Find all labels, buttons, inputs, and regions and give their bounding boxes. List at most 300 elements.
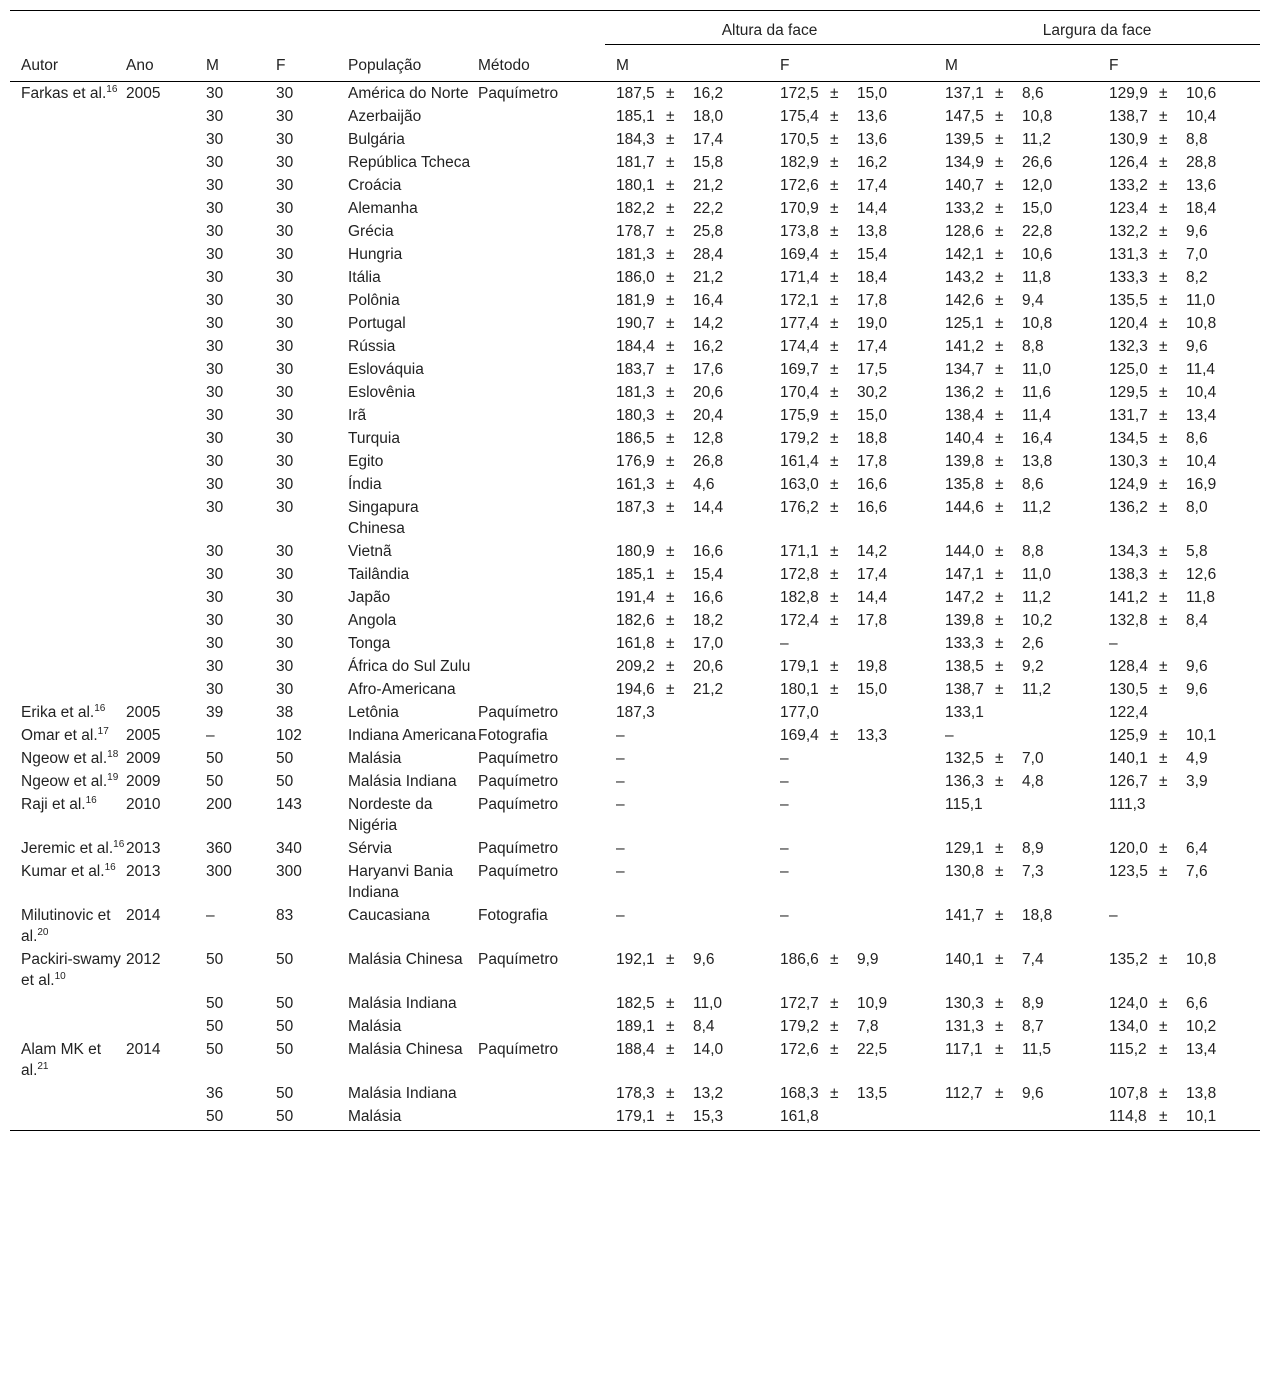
cell-height-f-mean-text: –: [780, 840, 789, 857]
table-row: [10, 655, 1260, 678]
cell-height-m-sd: 17,4: [693, 131, 724, 148]
cell-m-text: 200: [206, 796, 232, 813]
cell-f-text: 30: [276, 85, 294, 102]
cell-width-f-sd: 8,2: [1186, 269, 1208, 286]
plus-minus-symbol: ±: [666, 131, 675, 148]
plus-minus-symbol: ±: [666, 1085, 675, 1102]
table-row: [10, 312, 1260, 335]
cell-ano: [126, 948, 206, 992]
cell-height-m-mean: [605, 151, 663, 174]
cell-metodo: [478, 540, 605, 563]
cell-height-f-sd: 15,0: [857, 85, 888, 102]
cell-autor: [10, 197, 126, 220]
cell-height-m-mean: [605, 678, 663, 701]
cell-populacao: [348, 678, 478, 701]
cell-ano: [126, 632, 206, 655]
cell-height-m-sd: [691, 747, 769, 770]
cell-m: [206, 724, 276, 747]
cell-autor: [10, 496, 126, 540]
cell-width-f-mean-text: 138,7: [1109, 108, 1148, 125]
cell-ano: [126, 358, 206, 381]
cell-height-f-mean-text: 172,6: [780, 177, 819, 194]
plus-minus-symbol: ±: [1159, 338, 1168, 355]
cell-metodo-text: Paquímetro: [478, 796, 559, 813]
cell-f-text: 50: [276, 1041, 294, 1058]
cell-populacao-text: Angola: [348, 612, 397, 629]
cell-populacao-text: Polônia: [348, 292, 400, 309]
cell-f: [276, 540, 348, 563]
cell-f: [276, 793, 348, 837]
cell-height-f-mean-text: 177,4: [780, 315, 819, 332]
cell-populacao-text: Tonga: [348, 635, 391, 652]
cell-f: [276, 1082, 348, 1105]
plus-minus-symbol: ±: [995, 1085, 1004, 1102]
cell-width-f-mean-text: 120,0: [1109, 840, 1148, 857]
cell-height-f-mean: [769, 904, 827, 948]
cell-ano: [126, 404, 206, 427]
cell-populacao: [348, 151, 478, 174]
cell-populacao-text: Croácia: [348, 177, 402, 194]
cell-metodo: [478, 105, 605, 128]
cell-height-f-sd: [855, 770, 934, 793]
plus-minus-symbol: ±: [666, 85, 675, 102]
cell-width-f-mean: [1098, 586, 1156, 609]
cell-autor-text: Ngeow et al.: [21, 750, 108, 767]
cell-m: [206, 540, 276, 563]
cell-m-text: 30: [206, 658, 224, 675]
cell-height-m-mean-text: 178,3: [616, 1085, 655, 1102]
cell-populacao-text: Malásia Chinesa: [348, 951, 463, 968]
cell-ano-text: 2012: [126, 951, 161, 968]
cell-height-f-mean: [769, 992, 827, 1015]
cell-populacao: [348, 220, 478, 243]
cell-f: [276, 860, 348, 904]
cell-height-f-mean: [769, 358, 827, 381]
cell-width-f-mean: [1098, 427, 1156, 450]
cell-f-text: 300: [276, 863, 302, 880]
plus-minus-symbol: ±: [666, 658, 675, 675]
plus-minus-symbol: ±: [830, 361, 839, 378]
cell-height-f-sd: 16,6: [857, 476, 888, 493]
cell-height-f-sd: 13,6: [857, 108, 888, 125]
cell-ano: [126, 220, 206, 243]
cell-height-f-sd: 19,0: [857, 315, 888, 332]
cell-m-text: 30: [206, 246, 224, 263]
cell-width-f-sd: 9,6: [1186, 223, 1208, 240]
plus-minus-symbol: [992, 701, 1020, 724]
column-header-row: [10, 45, 1260, 82]
cell-width-f-mean-text: 124,9: [1109, 476, 1148, 493]
cell-height-f-mean: [769, 1015, 827, 1038]
cell-width-m-mean-text: 140,7: [945, 177, 984, 194]
cell-width-m-mean: [934, 655, 992, 678]
cell-height-f-mean-text: 169,4: [780, 246, 819, 263]
plus-minus-symbol: ±: [830, 338, 839, 355]
plus-minus-symbol: ±: [830, 85, 839, 102]
cell-width-f-mean-text: 131,3: [1109, 246, 1148, 263]
cell-height-m-mean-text: 179,1: [616, 1108, 655, 1125]
cell-m: [206, 128, 276, 151]
cell-width-m-mean: [934, 678, 992, 701]
cell-ano: [126, 151, 206, 174]
plus-minus-symbol: ±: [995, 338, 1004, 355]
plus-minus-symbol: [827, 793, 855, 837]
cell-width-f-sd: [1184, 793, 1260, 837]
table-row: [10, 860, 1260, 904]
cell-height-f-sd: [855, 632, 934, 655]
table-row: [10, 632, 1260, 655]
cell-height-f-mean: [769, 1105, 827, 1128]
cell-height-f-mean-text: 182,9: [780, 154, 819, 171]
plus-minus-symbol: ±: [830, 108, 839, 125]
plus-minus-symbol: [663, 747, 691, 770]
plus-minus-symbol: ±: [830, 223, 839, 240]
cell-autor: [10, 992, 126, 1015]
plus-minus-symbol: ±: [830, 200, 839, 217]
plus-minus-symbol: ±: [1159, 773, 1168, 790]
cell-m: [206, 105, 276, 128]
cell-height-f-mean: [769, 860, 827, 904]
cell-height-m-mean-text: –: [616, 750, 625, 767]
cell-populacao-text: Singapura Chinesa: [348, 499, 419, 537]
cell-populacao: [348, 837, 478, 860]
table-row: [10, 770, 1260, 793]
cell-height-m-mean: [605, 335, 663, 358]
reference-superscript: 17: [97, 725, 109, 737]
cell-metodo: [478, 496, 605, 540]
cell-height-f-sd: 10,9: [857, 995, 888, 1012]
cell-width-m-mean: [934, 860, 992, 904]
cell-autor: [10, 312, 126, 335]
cell-m: [206, 609, 276, 632]
cell-width-m-mean-text: 136,2: [945, 384, 984, 401]
cell-height-f-sd: 17,4: [857, 566, 888, 583]
cell-ano: [126, 174, 206, 197]
cell-width-f-mean-text: 123,5: [1109, 863, 1148, 880]
cell-width-m-mean: [934, 586, 992, 609]
cell-ano: [126, 105, 206, 128]
plus-minus-symbol: ±: [995, 154, 1004, 171]
cell-height-m-mean: [605, 609, 663, 632]
plus-minus-symbol: ±: [995, 658, 1004, 675]
cell-metodo: [478, 678, 605, 701]
cell-populacao: [348, 105, 478, 128]
cell-f: [276, 243, 348, 266]
cell-autor-text: Alam MK et al.: [21, 1041, 102, 1079]
table-row: [10, 678, 1260, 701]
cell-height-m-sd: 8,4: [693, 1018, 715, 1035]
cell-f: [276, 151, 348, 174]
cell-height-f-mean-text: 169,7: [780, 361, 819, 378]
cell-f-text: 30: [276, 108, 294, 125]
cell-f: [276, 701, 348, 724]
cell-m: [206, 992, 276, 1015]
cell-populacao-text: Indiana Americana: [348, 727, 477, 744]
cell-width-f-mean-text: 132,2: [1109, 223, 1148, 240]
cell-f: [276, 724, 348, 747]
cell-metodo-text: Paquímetro: [478, 863, 559, 880]
cell-height-m-sd: 25,8: [693, 223, 724, 240]
cell-f-text: 143: [276, 796, 302, 813]
cell-height-m-mean-text: 187,3: [616, 499, 655, 516]
plus-minus-symbol: ±: [1159, 658, 1168, 675]
cell-f-text: 30: [276, 658, 294, 675]
plus-minus-symbol: ±: [1159, 499, 1168, 516]
cell-ano: [126, 837, 206, 860]
plus-minus-symbol: ±: [1159, 154, 1168, 171]
cell-autor: [10, 1015, 126, 1038]
cell-ano: [126, 473, 206, 496]
cell-populacao-text: Alemanha: [348, 200, 418, 217]
plus-minus-symbol: [663, 770, 691, 793]
table-row: [10, 563, 1260, 586]
cell-width-m-sd: [1020, 701, 1098, 724]
col-header-metodo: Método: [478, 45, 605, 82]
cell-height-f-sd: 17,4: [857, 177, 888, 194]
cell-metodo-text: Fotografia: [478, 907, 548, 924]
cell-width-m-sd: 11,2: [1022, 499, 1052, 516]
cell-autor-text: Kumar et al.: [21, 863, 105, 880]
cell-m-text: –: [206, 727, 215, 744]
cell-metodo: [478, 1015, 605, 1038]
cell-metodo: [478, 404, 605, 427]
cell-height-f-mean-text: –: [780, 863, 789, 880]
col-header-height-m: M: [605, 45, 769, 82]
cell-width-f-mean-text: 132,8: [1109, 612, 1148, 629]
cell-height-f-mean: [769, 609, 827, 632]
cell-m-text: 30: [206, 681, 224, 698]
cell-height-f-sd: 9,9: [857, 951, 879, 968]
cell-autor-text: Packiri-swamy et al.: [21, 951, 121, 989]
cell-ano: [126, 860, 206, 904]
cell-width-m-sd: [1020, 1105, 1098, 1128]
cell-m-text: 30: [206, 384, 224, 401]
cell-f: [276, 747, 348, 770]
cell-f-text: 30: [276, 177, 294, 194]
plus-minus-symbol: ±: [666, 499, 675, 516]
cell-autor: [10, 335, 126, 358]
cell-populacao-text: Caucasiana: [348, 907, 430, 924]
cell-width-m-mean-text: –: [945, 727, 954, 744]
cell-width-f-mean: [1098, 992, 1156, 1015]
plus-minus-symbol: ±: [1159, 1041, 1168, 1058]
cell-height-f-mean-text: 176,2: [780, 499, 819, 516]
cell-populacao-text: Malásia Indiana: [348, 773, 457, 790]
cell-width-f-mean-text: 115,2: [1109, 1041, 1147, 1058]
cell-height-m-mean-text: 187,5: [616, 85, 655, 102]
cell-width-m-mean-text: 144,6: [945, 499, 984, 516]
plus-minus-symbol: ±: [995, 384, 1004, 401]
cell-f: [276, 1038, 348, 1082]
cell-height-f-mean-text: –: [780, 796, 789, 813]
plus-minus-symbol: ±: [830, 681, 839, 698]
cell-width-m-mean: [934, 724, 992, 747]
plus-minus-symbol: ±: [1159, 407, 1168, 424]
cell-m-text: 30: [206, 269, 224, 286]
cell-ano: [126, 128, 206, 151]
plus-minus-symbol: ±: [995, 200, 1004, 217]
cell-m: [206, 837, 276, 860]
cell-height-m-sd: 21,2: [693, 681, 724, 698]
cell-width-m-sd: 2,6: [1022, 635, 1044, 652]
cell-metodo: [478, 837, 605, 860]
cell-height-m-sd: 4,6: [693, 476, 715, 493]
cell-width-m-mean-text: 139,8: [945, 612, 984, 629]
cell-populacao: [348, 266, 478, 289]
cell-height-m-mean: [605, 1082, 663, 1105]
cell-height-m-sd: [691, 724, 769, 747]
plus-minus-symbol: [663, 837, 691, 860]
cell-width-m-sd: 9,6: [1022, 1085, 1044, 1102]
plus-minus-symbol: ±: [995, 223, 1004, 240]
cell-height-f-mean-text: 175,9: [780, 407, 819, 424]
cell-m-text: 30: [206, 612, 224, 629]
cell-height-f-mean: [769, 381, 827, 404]
cell-metodo-text: Paquímetro: [478, 85, 559, 102]
cell-m-text: 50: [206, 951, 224, 968]
cell-m: [206, 948, 276, 992]
cell-height-m-mean-text: 181,9: [616, 292, 655, 309]
cell-height-m-sd: 9,6: [693, 951, 715, 968]
cell-width-f-mean: [1098, 632, 1156, 655]
cell-autor: [10, 793, 126, 837]
cell-populacao: [348, 701, 478, 724]
cell-metodo: [478, 312, 605, 335]
cell-height-m-sd: 21,2: [693, 269, 724, 286]
cell-f: [276, 655, 348, 678]
plus-minus-symbol: ±: [666, 177, 675, 194]
cell-populacao: [348, 496, 478, 540]
group-header-height: Altura da face: [605, 10, 934, 45]
cell-autor: [10, 724, 126, 747]
cell-f-text: 38: [276, 704, 294, 721]
cell-m: [206, 1082, 276, 1105]
cell-f: [276, 82, 348, 106]
cell-m: [206, 358, 276, 381]
cell-height-f-mean-text: 170,5: [780, 131, 819, 148]
cell-width-m-mean: [934, 1015, 992, 1038]
cell-m: [206, 450, 276, 473]
cell-width-m-mean-text: 147,1: [945, 566, 984, 583]
cell-width-m-sd: [1020, 793, 1098, 837]
cell-width-m-mean-text: 128,6: [945, 223, 984, 240]
cell-populacao: [348, 312, 478, 335]
cell-m-text: 36: [206, 1085, 224, 1102]
cell-width-m-mean-text: 117,1: [945, 1041, 983, 1058]
cell-width-f-mean-text: 126,7: [1109, 773, 1148, 790]
cell-height-m-sd: 28,4: [693, 246, 724, 263]
cell-metodo: [478, 701, 605, 724]
cell-width-m-mean-text: 140,4: [945, 430, 984, 447]
cell-populacao-text: América do Norte: [348, 85, 469, 102]
cell-width-m-sd: 11,5: [1022, 1041, 1052, 1058]
cell-width-f-mean: [1098, 563, 1156, 586]
table-row: [10, 540, 1260, 563]
cell-height-f-mean: [769, 948, 827, 992]
table-row: [10, 992, 1260, 1015]
cell-height-f-sd: 13,5: [857, 1085, 888, 1102]
cell-width-m-sd: 4,8: [1022, 773, 1044, 790]
cell-width-f-mean: [1098, 1038, 1156, 1082]
cell-width-f-mean-text: 123,4: [1109, 200, 1148, 217]
plus-minus-symbol: ±: [830, 292, 839, 309]
cell-width-m-mean-text: 133,3: [945, 635, 984, 652]
cell-width-m-mean-text: 130,8: [945, 863, 984, 880]
cell-f-text: 30: [276, 315, 294, 332]
cell-populacao: [348, 655, 478, 678]
plus-minus-symbol: ±: [995, 1041, 1004, 1058]
cell-populacao: [348, 1105, 478, 1128]
plus-minus-symbol: ±: [995, 430, 1004, 447]
cell-autor: [10, 266, 126, 289]
cell-height-f-mean: [769, 151, 827, 174]
plus-minus-symbol: ±: [1159, 750, 1168, 767]
cell-f: [276, 992, 348, 1015]
cell-m-text: 30: [206, 635, 224, 652]
cell-height-m-mean: [605, 540, 663, 563]
cell-f-text: 30: [276, 543, 294, 560]
cell-m-text: 50: [206, 750, 224, 767]
cell-width-f-sd: 10,1: [1186, 727, 1217, 744]
col-header-ano: Ano: [126, 45, 206, 82]
cell-width-m-mean-text: 138,5: [945, 658, 984, 675]
plus-minus-symbol: ±: [995, 750, 1004, 767]
plus-minus-symbol: [992, 1105, 1020, 1128]
cell-populacao-text: Grécia: [348, 223, 394, 240]
cell-height-f-mean-text: 172,5: [780, 85, 819, 102]
cell-metodo: [478, 1038, 605, 1082]
cell-m: [206, 335, 276, 358]
cell-autor: [10, 243, 126, 266]
cell-autor: [10, 289, 126, 312]
plus-minus-symbol: ±: [1159, 612, 1168, 629]
cell-height-f-mean-text: 163,0: [780, 476, 819, 493]
plus-minus-symbol: ±: [666, 566, 675, 583]
plus-minus-symbol: ±: [995, 476, 1004, 493]
cell-height-f-mean-text: 177,0: [780, 704, 819, 721]
cell-height-m-mean-text: 182,2: [616, 200, 655, 217]
cell-m-text: 50: [206, 1041, 224, 1058]
cell-width-f-sd: 13,8: [1186, 1085, 1217, 1102]
cell-width-f-sd: 11,0: [1186, 292, 1216, 309]
cell-populacao-text: Eslováquia: [348, 361, 424, 378]
cell-metodo: [478, 724, 605, 747]
cell-height-m-sd: 21,2: [693, 177, 724, 194]
cell-f: [276, 770, 348, 793]
cell-ano: [126, 586, 206, 609]
cell-width-m-sd: 8,6: [1022, 85, 1044, 102]
reference-superscript: 19: [107, 771, 119, 783]
cell-height-m-mean: [605, 770, 663, 793]
cell-width-m-sd: 10,2: [1022, 612, 1053, 629]
plus-minus-symbol: [663, 701, 691, 724]
table-row: [10, 1105, 1260, 1128]
cell-ano: [126, 1038, 206, 1082]
cell-width-m-sd: 7,3: [1022, 863, 1044, 880]
cell-height-m-mean: [605, 1105, 663, 1128]
table-row: [10, 609, 1260, 632]
cell-width-m-sd: 13,8: [1022, 453, 1053, 470]
cell-height-m-mean-text: –: [616, 907, 625, 924]
plus-minus-symbol: ±: [666, 292, 675, 309]
plus-minus-symbol: ±: [830, 384, 839, 401]
cell-height-m-mean: [605, 128, 663, 151]
cell-width-f-mean: [1098, 381, 1156, 404]
plus-minus-symbol: ±: [995, 681, 1004, 698]
plus-minus-symbol: ±: [666, 951, 675, 968]
cell-height-m-sd: 16,6: [693, 589, 724, 606]
plus-minus-symbol: ±: [995, 131, 1004, 148]
